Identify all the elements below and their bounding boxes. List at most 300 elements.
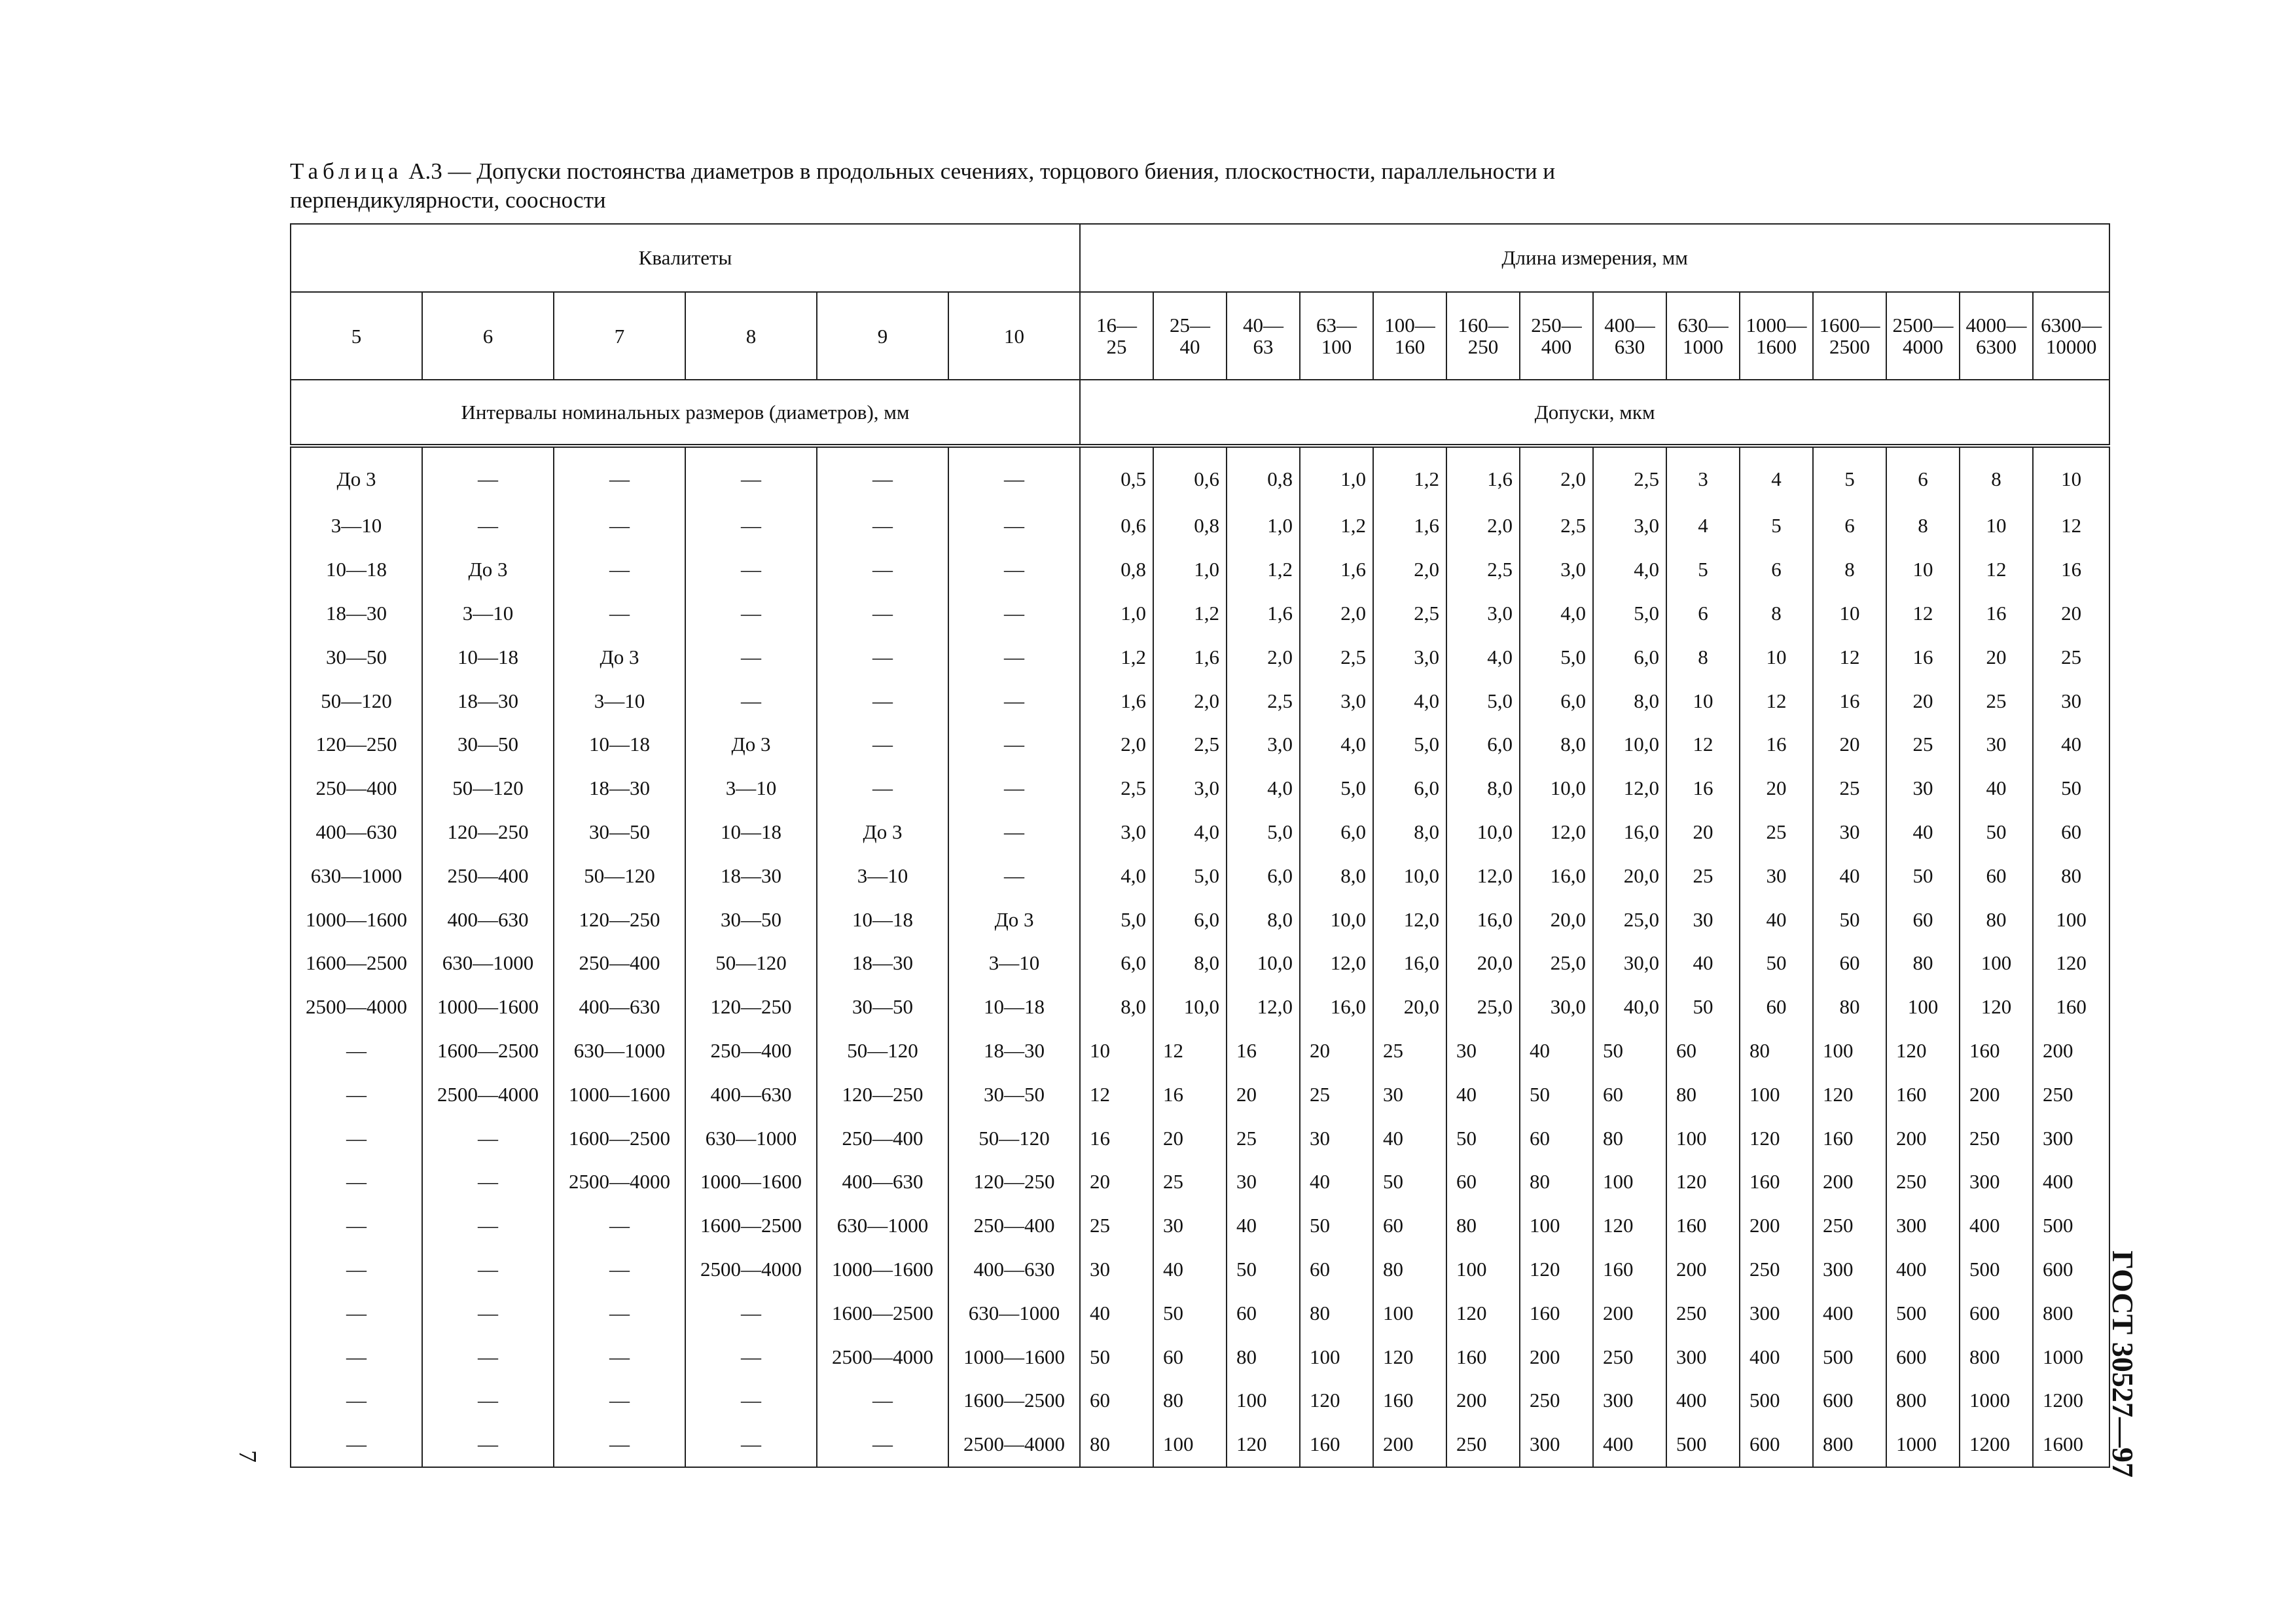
tolerance-cell: 80 xyxy=(1300,1291,1373,1335)
tolerance-cell: 2,0 xyxy=(1300,592,1373,636)
tolerance-cell: 12,0 xyxy=(1520,811,1593,854)
tolerance-cell: 200 xyxy=(1520,1335,1593,1379)
tolerance-cell: 600 xyxy=(1886,1335,1960,1379)
size-interval-cell: — xyxy=(291,1160,422,1204)
tolerance-cell: 60 xyxy=(1080,1379,1153,1423)
length-range-to: 40 xyxy=(1179,335,1200,358)
tolerance-cell: 160 xyxy=(1300,1423,1373,1467)
tolerance-cell: 50 xyxy=(1153,1291,1227,1335)
tolerance-cell: 2,5 xyxy=(1520,504,1593,548)
size-interval-cell: 30—50 xyxy=(554,811,685,854)
tolerance-cell: 100 xyxy=(2033,898,2109,941)
tolerance-cell: 30 xyxy=(2033,679,2109,723)
size-interval-cell: 2500—4000 xyxy=(817,1335,948,1379)
size-interval-cell: 10—18 xyxy=(554,723,685,767)
tolerance-cell: 12,0 xyxy=(1446,854,1520,898)
tolerance-cell: 1,0 xyxy=(1227,504,1300,548)
tolerance-cell: 60 xyxy=(1960,854,2033,898)
tolerance-cell: 40 xyxy=(1813,854,1886,898)
tolerance-cell: 2,0 xyxy=(1446,504,1520,548)
size-interval-cell: — xyxy=(291,1072,422,1116)
tolerance-cell: 20 xyxy=(1813,723,1886,767)
length-range-from: 2500— xyxy=(1892,314,1954,337)
length-range-from: 40— xyxy=(1243,314,1284,337)
length-range-header xyxy=(1593,292,1666,380)
size-interval-cell: 1000—1600 xyxy=(291,898,422,941)
tolerance-cell: 250 xyxy=(1593,1335,1666,1379)
tolerance-cell: 25 xyxy=(1373,1029,1446,1073)
size-interval-cell: 1000—1600 xyxy=(685,1160,817,1204)
length-range-to: 63 xyxy=(1253,335,1274,358)
tolerance-cell: 60 xyxy=(1740,985,1813,1029)
size-interval-cell: — xyxy=(554,504,685,548)
size-interval-cell: — xyxy=(948,635,1080,679)
tolerance-cell: 120 xyxy=(2033,941,2109,985)
size-interval-cell: — xyxy=(291,1423,422,1467)
tolerance-cell: 25,0 xyxy=(1520,941,1593,985)
tolerance-cell: 8,0 xyxy=(1153,941,1227,985)
tolerance-cell: 4,0 xyxy=(1080,854,1153,898)
tolerance-cell: 3,0 xyxy=(1227,723,1300,767)
tolerance-cell: 40,0 xyxy=(1593,985,1666,1029)
length-range-from: 6300— xyxy=(2041,314,2102,337)
tolerance-cell: 2,0 xyxy=(1080,723,1153,767)
tolerance-cell: 600 xyxy=(1813,1379,1886,1423)
tolerance-cell: 0,8 xyxy=(1153,504,1227,548)
table-row xyxy=(291,941,2109,985)
tolerance-cell: 1,6 xyxy=(1080,679,1153,723)
size-interval-cell: 3—10 xyxy=(554,679,685,723)
tolerance-cell: 20 xyxy=(1886,679,1960,723)
size-interval-cell: 2500—4000 xyxy=(291,985,422,1029)
size-interval-cell: 18—30 xyxy=(685,854,817,898)
tolerance-cell: 5 xyxy=(1666,548,1740,592)
tolerance-cell: 80 xyxy=(1153,1379,1227,1423)
header-qualities: Квалитеты xyxy=(291,224,1080,292)
tolerance-cell: 30 xyxy=(1300,1116,1373,1160)
tolerance-cell: 2,5 xyxy=(1080,767,1153,811)
size-interval-cell: До 3 xyxy=(291,446,422,504)
tolerance-cell: 50 xyxy=(1740,941,1813,985)
tolerance-cell: 16 xyxy=(1153,1072,1227,1116)
length-range-to: 4000 xyxy=(1903,335,1944,358)
tolerance-cell: 4,0 xyxy=(1300,723,1373,767)
tolerance-cell: 25 xyxy=(1227,1116,1300,1160)
table-row xyxy=(291,1204,2109,1248)
tolerance-cell: 16 xyxy=(1740,723,1813,767)
length-range-to: 2500 xyxy=(1829,335,1871,358)
tolerance-cell: 8,0 xyxy=(1446,767,1520,811)
length-range-from: 16— xyxy=(1096,314,1138,337)
tolerance-cell: 80 xyxy=(1960,898,2033,941)
size-interval-cell: — xyxy=(554,592,685,636)
tolerance-cell: 6 xyxy=(1886,446,1960,504)
tolerance-cell: 5,0 xyxy=(1300,767,1373,811)
tolerance-cell: 300 xyxy=(2033,1116,2109,1160)
tolerance-cell: 2,5 xyxy=(1300,635,1373,679)
size-interval-cell: 400—630 xyxy=(422,898,554,941)
length-range-to: 1000 xyxy=(1683,335,1724,358)
size-interval-cell: — xyxy=(948,592,1080,636)
length-range-header xyxy=(1227,292,1300,380)
tolerance-cell: 10 xyxy=(1080,1029,1153,1073)
tolerance-cell: 5,0 xyxy=(1153,854,1227,898)
tolerance-cell: 6,0 xyxy=(1153,898,1227,941)
size-interval-cell: До 3 xyxy=(422,548,554,592)
tolerance-cell: 160 xyxy=(1373,1379,1446,1423)
tolerance-cell: 1,6 xyxy=(1153,635,1227,679)
header-measurement-length: Длина измерения, мм xyxy=(1080,224,2109,292)
size-interval-cell: — xyxy=(422,1116,554,1160)
tolerance-cell: 250 xyxy=(1813,1204,1886,1248)
length-range-header xyxy=(1520,292,1593,380)
tolerance-cell: 500 xyxy=(1886,1291,1960,1335)
tolerance-cell: 200 xyxy=(1740,1204,1813,1248)
tolerance-cell: 60 xyxy=(1886,898,1960,941)
tolerance-cell: 8 xyxy=(1960,446,2033,504)
size-interval-cell: До 3 xyxy=(685,723,817,767)
size-interval-cell: 1600—2500 xyxy=(422,1029,554,1073)
size-interval-cell: — xyxy=(817,548,948,592)
tolerance-cell: 0,5 xyxy=(1080,446,1153,504)
tolerance-cell: 30 xyxy=(1813,811,1886,854)
length-range-to: 1600 xyxy=(1756,335,1797,358)
tolerance-cell: 16 xyxy=(1080,1116,1153,1160)
tolerance-cell: 400 xyxy=(1593,1423,1666,1467)
size-interval-cell: 50—120 xyxy=(685,941,817,985)
tolerance-cell: 40 xyxy=(1300,1160,1373,1204)
tolerance-cell: 30 xyxy=(1153,1204,1227,1248)
size-interval-cell: 250—400 xyxy=(554,941,685,985)
size-interval-cell: — xyxy=(554,446,685,504)
length-range-header xyxy=(1446,292,1520,380)
tolerance-cell: 40 xyxy=(1960,767,2033,811)
tolerance-cell: 2,0 xyxy=(1153,679,1227,723)
tolerance-cell: 200 xyxy=(1666,1248,1740,1292)
size-interval-cell: 250—400 xyxy=(948,1204,1080,1248)
size-interval-cell: 120—250 xyxy=(422,811,554,854)
tolerance-cell: 60 xyxy=(1520,1116,1593,1160)
size-interval-cell: — xyxy=(422,1291,554,1335)
tolerance-cell: 8 xyxy=(1886,504,1960,548)
size-interval-cell: — xyxy=(554,1379,685,1423)
tolerance-cell: 600 xyxy=(1740,1423,1813,1467)
tolerance-cell: 0,6 xyxy=(1080,504,1153,548)
tolerance-cell: 16 xyxy=(2033,548,2109,592)
table-row xyxy=(291,1335,2109,1379)
tolerance-cell: 20 xyxy=(1153,1116,1227,1160)
tolerance-cell: 30 xyxy=(1080,1248,1153,1292)
size-interval-cell: 2500—4000 xyxy=(554,1160,685,1204)
tolerance-cell: 12 xyxy=(2033,504,2109,548)
quality-header: 9 xyxy=(817,292,948,380)
tolerance-cell: 1,0 xyxy=(1080,592,1153,636)
tolerance-cell: 10 xyxy=(1666,679,1740,723)
size-interval-cell: — xyxy=(554,548,685,592)
tolerance-cell: 10 xyxy=(1886,548,1960,592)
size-interval-cell: 400—630 xyxy=(291,811,422,854)
tolerance-cell: 160 xyxy=(1960,1029,2033,1073)
size-interval-cell: 630—1000 xyxy=(685,1116,817,1160)
tolerance-cell: 80 xyxy=(1740,1029,1813,1073)
tolerance-cell: 6,0 xyxy=(1300,811,1373,854)
size-interval-cell: 1000—1600 xyxy=(817,1248,948,1292)
tolerance-cell: 5,0 xyxy=(1593,592,1666,636)
tolerance-cell: 1,0 xyxy=(1300,446,1373,504)
size-interval-cell: — xyxy=(948,679,1080,723)
tolerance-cell: 300 xyxy=(1593,1379,1666,1423)
tolerance-cell: 1,6 xyxy=(1446,446,1520,504)
tolerance-cell: 4,0 xyxy=(1153,811,1227,854)
tolerance-cell: 30 xyxy=(1740,854,1813,898)
size-interval-cell: 2500—4000 xyxy=(948,1423,1080,1467)
tolerance-cell: 80 xyxy=(1446,1204,1520,1248)
size-interval-cell: — xyxy=(554,1335,685,1379)
tolerance-cell: 30 xyxy=(1886,767,1960,811)
tolerance-cell: 30 xyxy=(1446,1029,1520,1073)
tolerance-cell: 30,0 xyxy=(1520,985,1593,1029)
tolerance-cell: 6,0 xyxy=(1446,723,1520,767)
size-interval-cell: — xyxy=(948,723,1080,767)
tolerance-cell: 500 xyxy=(1740,1379,1813,1423)
tolerance-cell: 10,0 xyxy=(1520,767,1593,811)
tolerance-cell: 50 xyxy=(1373,1160,1446,1204)
tolerance-cell: 25 xyxy=(1300,1072,1373,1116)
size-interval-cell: — xyxy=(685,446,817,504)
quality-header: 5 xyxy=(291,292,422,380)
table-row xyxy=(291,898,2109,941)
size-interval-cell: 10—18 xyxy=(948,985,1080,1029)
tolerance-cell: 500 xyxy=(2033,1204,2109,1248)
tolerance-cell: 160 xyxy=(1446,1335,1520,1379)
size-interval-cell: — xyxy=(817,767,948,811)
tolerance-cell: 8 xyxy=(1740,592,1813,636)
size-interval-cell: — xyxy=(291,1204,422,1248)
tolerance-cell: 30 xyxy=(1373,1072,1446,1116)
tolerance-cell: 5,0 xyxy=(1446,679,1520,723)
tolerance-cell: 80 xyxy=(1813,985,1886,1029)
tolerance-cell: 400 xyxy=(1666,1379,1740,1423)
size-interval-cell: 250—400 xyxy=(422,854,554,898)
tolerance-cell: 100 xyxy=(1300,1335,1373,1379)
quality-header: 10 xyxy=(948,292,1080,380)
tolerance-cell: 100 xyxy=(1740,1072,1813,1116)
size-interval-cell: 30—50 xyxy=(948,1072,1080,1116)
size-interval-cell: — xyxy=(817,446,948,504)
tolerance-cell: 250 xyxy=(1886,1160,1960,1204)
tolerance-cell: 3,0 xyxy=(1080,811,1153,854)
tolerance-cell: 250 xyxy=(1960,1116,2033,1160)
tolerance-cell: 400 xyxy=(1740,1335,1813,1379)
size-interval-cell: 120—250 xyxy=(685,985,817,1029)
tolerance-cell: 160 xyxy=(1886,1072,1960,1116)
header-row-values xyxy=(291,292,2109,380)
tolerance-cell: 160 xyxy=(2033,985,2109,1029)
size-interval-cell: — xyxy=(291,1379,422,1423)
length-range-from: 4000— xyxy=(1965,314,2027,337)
size-interval-cell: 30—50 xyxy=(817,985,948,1029)
tolerance-cell: 3,0 xyxy=(1593,504,1666,548)
tolerance-cell: 16 xyxy=(1813,679,1886,723)
tolerance-cell: 20 xyxy=(1666,811,1740,854)
tolerance-cell: 100 xyxy=(1813,1029,1886,1073)
tolerance-cell: 200 xyxy=(1886,1116,1960,1160)
tolerance-cell: 40 xyxy=(1446,1072,1520,1116)
size-interval-cell: 120—250 xyxy=(554,898,685,941)
tolerance-cell: 1,2 xyxy=(1300,504,1373,548)
size-interval-cell: 400—630 xyxy=(554,985,685,1029)
size-interval-cell: — xyxy=(422,446,554,504)
tolerance-cell: 10,0 xyxy=(1446,811,1520,854)
size-interval-cell: — xyxy=(817,1423,948,1467)
header-tolerances: Допуски, мкм xyxy=(1080,380,2109,446)
table-row xyxy=(291,1379,2109,1423)
size-interval-cell: 10—18 xyxy=(817,898,948,941)
tolerance-cell: 160 xyxy=(1520,1291,1593,1335)
tolerance-cell: 25 xyxy=(1740,811,1813,854)
length-range-to: 400 xyxy=(1541,335,1572,358)
size-interval-cell: 400—630 xyxy=(948,1248,1080,1292)
tolerance-cell: 30 xyxy=(1666,898,1740,941)
tolerance-cell: 12 xyxy=(1080,1072,1153,1116)
tolerance-cell: 80 xyxy=(2033,854,2109,898)
size-interval-cell: 250—400 xyxy=(817,1116,948,1160)
tolerance-cell: 4,0 xyxy=(1227,767,1300,811)
tolerance-cell: 100 xyxy=(1373,1291,1446,1335)
tolerance-cell: 60 xyxy=(1373,1204,1446,1248)
tolerance-cell: 400 xyxy=(1813,1291,1886,1335)
size-interval-cell: 3—10 xyxy=(948,941,1080,985)
tolerance-cell: 50 xyxy=(1886,854,1960,898)
tolerance-cell: 16,0 xyxy=(1520,854,1593,898)
size-interval-cell: — xyxy=(554,1423,685,1467)
table-row xyxy=(291,548,2109,592)
tolerance-cell: 8 xyxy=(1666,635,1740,679)
size-interval-cell: — xyxy=(948,548,1080,592)
tolerance-cell: 40 xyxy=(1080,1291,1153,1335)
tolerance-cell: 20,0 xyxy=(1373,985,1446,1029)
tolerance-cell: 40 xyxy=(1740,898,1813,941)
tolerance-cell: 50 xyxy=(1813,898,1886,941)
tolerance-cell: 25,0 xyxy=(1446,985,1520,1029)
tolerance-cell: 25 xyxy=(2033,635,2109,679)
size-interval-cell: — xyxy=(422,1423,554,1467)
tolerance-cell: 12,0 xyxy=(1227,985,1300,1029)
table-row xyxy=(291,1116,2109,1160)
size-interval-cell: 10—18 xyxy=(422,635,554,679)
size-interval-cell: 50—120 xyxy=(422,767,554,811)
size-interval-cell: — xyxy=(422,1160,554,1204)
size-interval-cell: 1600—2500 xyxy=(685,1204,817,1248)
tolerance-cell: 200 xyxy=(1593,1291,1666,1335)
size-interval-cell: 30—50 xyxy=(291,635,422,679)
length-range-header xyxy=(1960,292,2033,380)
tolerance-cell: 20 xyxy=(1300,1029,1373,1073)
table-row xyxy=(291,1248,2109,1292)
tolerance-cell: 30 xyxy=(1227,1160,1300,1204)
tolerance-cell: 25 xyxy=(1080,1204,1153,1248)
tolerance-cell: 300 xyxy=(1666,1335,1740,1379)
size-interval-cell: — xyxy=(291,1335,422,1379)
size-interval-cell: 120—250 xyxy=(291,723,422,767)
size-interval-cell: 250—400 xyxy=(685,1029,817,1073)
tolerance-cell: 50 xyxy=(1666,985,1740,1029)
tolerance-cell: 50 xyxy=(1300,1204,1373,1248)
tolerance-cell: 250 xyxy=(1666,1291,1740,1335)
size-interval-cell: — xyxy=(685,679,817,723)
size-interval-cell: 2500—4000 xyxy=(422,1072,554,1116)
tolerance-cell: 300 xyxy=(1520,1423,1593,1467)
size-interval-cell: — xyxy=(554,1248,685,1292)
tolerance-cell: 16,0 xyxy=(1593,811,1666,854)
tolerance-cell: 1000 xyxy=(1960,1379,2033,1423)
tolerance-cell: 12,0 xyxy=(1593,767,1666,811)
length-range-header xyxy=(1300,292,1373,380)
tolerance-cell: 10 xyxy=(1960,504,2033,548)
tolerance-cell: 2,5 xyxy=(1227,679,1300,723)
tolerance-cell: 200 xyxy=(1813,1160,1886,1204)
tolerance-cell: 120 xyxy=(1593,1204,1666,1248)
tolerance-cell: 400 xyxy=(1886,1248,1960,1292)
tolerance-cell: 1,0 xyxy=(1153,548,1227,592)
tolerance-cell: 100 xyxy=(1446,1248,1520,1292)
tolerance-cell: 2,0 xyxy=(1227,635,1300,679)
size-interval-cell: — xyxy=(948,504,1080,548)
tolerance-cell: 25 xyxy=(1960,679,2033,723)
size-interval-cell: — xyxy=(554,1291,685,1335)
tolerance-cell: 6,0 xyxy=(1080,941,1153,985)
tolerance-cell: 3,0 xyxy=(1153,767,1227,811)
size-interval-cell: — xyxy=(685,1291,817,1335)
tolerance-cell: 8,0 xyxy=(1373,811,1446,854)
tolerance-cell: 5 xyxy=(1813,446,1886,504)
tolerance-cell: 80 xyxy=(1373,1248,1446,1292)
length-range-from: 25— xyxy=(1170,314,1211,337)
tolerance-cell: 1,2 xyxy=(1227,548,1300,592)
tolerance-cell: 300 xyxy=(1740,1291,1813,1335)
size-interval-cell: — xyxy=(685,504,817,548)
size-interval-cell: 120—250 xyxy=(817,1072,948,1116)
tolerance-cell: 60 xyxy=(1593,1072,1666,1116)
tolerance-cell: 50 xyxy=(1593,1029,1666,1073)
size-interval-cell: 1600—2500 xyxy=(554,1116,685,1160)
tolerance-cell: 10 xyxy=(2033,446,2109,504)
size-interval-cell: 1600—2500 xyxy=(291,941,422,985)
tolerance-cell: 2,5 xyxy=(1373,592,1446,636)
tolerance-cell: 4,0 xyxy=(1446,635,1520,679)
tolerance-cell: 16 xyxy=(1960,592,2033,636)
size-interval-cell: — xyxy=(817,1379,948,1423)
tolerance-cell: 8,0 xyxy=(1593,679,1666,723)
size-interval-cell: — xyxy=(685,548,817,592)
length-range-to: 160 xyxy=(1394,335,1426,358)
tolerance-cell: 160 xyxy=(1813,1116,1886,1160)
size-interval-cell: — xyxy=(422,1379,554,1423)
tolerance-cell: 16 xyxy=(1666,767,1740,811)
tolerance-cell: 3,0 xyxy=(1446,592,1520,636)
size-interval-cell: 18—30 xyxy=(817,941,948,985)
size-interval-cell: 30—50 xyxy=(685,898,817,941)
tolerance-cell: 40 xyxy=(1227,1204,1300,1248)
tolerance-cell: 60 xyxy=(1813,941,1886,985)
tolerance-cell: 20,0 xyxy=(1593,854,1666,898)
tolerance-cell: 40 xyxy=(1666,941,1740,985)
size-interval-cell: — xyxy=(291,1248,422,1292)
size-interval-cell: 18—30 xyxy=(554,767,685,811)
table-row xyxy=(291,723,2109,767)
tolerance-cell: 25 xyxy=(1666,854,1740,898)
tolerance-cell: 12 xyxy=(1153,1029,1227,1073)
